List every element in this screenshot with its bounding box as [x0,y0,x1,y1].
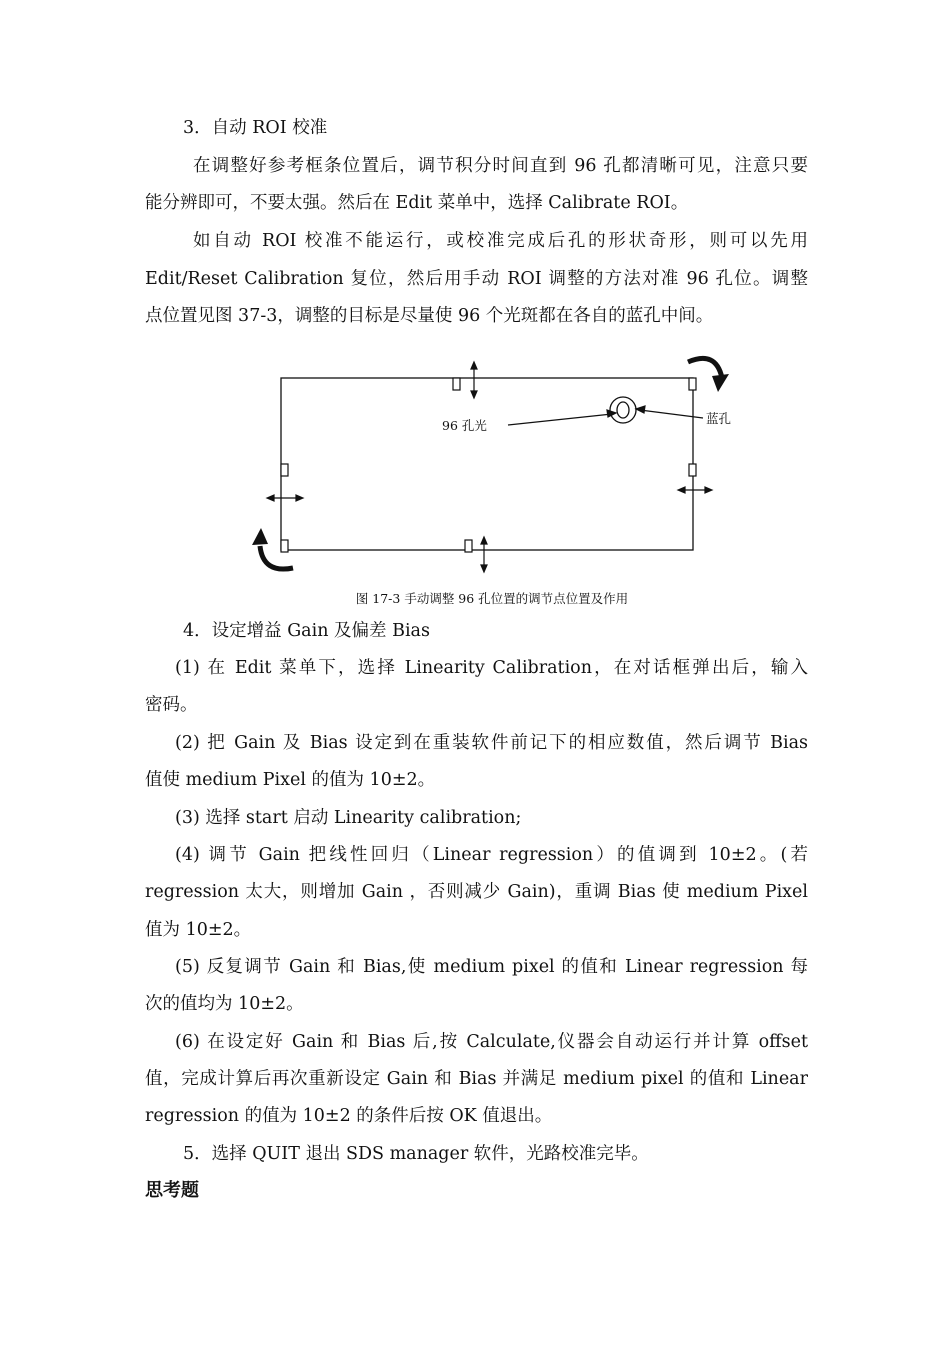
vertical-arrow-bottom-icon [481,537,487,572]
handle-left-middle [281,464,288,476]
label-96-hole-light: 96 孔光 [442,418,487,433]
label-blue-hole: 蓝孔 [706,411,732,426]
section3-para2-line2: Edit/Reset Calibration 复位，然后用手动 ROI 调整的方法对准 96 孔位。调整 [145,269,808,289]
handle-top-middle [453,378,460,390]
section4-step5-line1: (5) 反复调节 Gain 和 Bias,使 medium pixel 的值和 Linear regression 每 [175,957,808,977]
section4-step4-line2: regression 太大，则增加 Gain ，否则减少 Gain)，重调 Bias 使 medium Pixel [145,882,808,902]
handle-bottom-middle [465,540,472,552]
section4-step4-line1: (4) 调节 Gain 把线性回归（Linear regression）的值调到 10±2。(若 [175,845,808,865]
section4-step2-line2: 值使 medium Pixel 的值为 10±2。 [145,770,436,790]
light-spot-inner-ellipse [617,402,629,418]
section4-step5-line2: 次的值均为 10±2。 [145,994,304,1014]
section4-step6-line3: regression 的值为 10±2 的条件后按 OK 值退出。 [145,1106,553,1126]
handle-right-middle [689,464,696,476]
section4-step6-line2: 值，完成计算后再次重新设定 Gain 和 Bias 并满足 medium pixel 的值和 Linear [145,1069,808,1089]
section4-step2-line1: (2) 把 Gain 及 Bias 设定到在重装软件前记下的相应数值，然后调节 Bias [175,733,808,753]
section3-heading: 3．自动 ROI 校准 [183,118,328,138]
section4-heading: 4．设定增益 Gain 及偏差 Bias [183,621,430,641]
blue-hole-outer-circle [610,397,636,423]
vertical-arrow-top-icon [471,362,477,398]
reference-frame [281,378,693,550]
roi-adjustment-diagram [0,0,952,600]
handle-bottom-left [281,540,288,552]
section4-step1-line2: 密码。 [145,695,198,715]
section4-step3-line1: (3) 选择 start 启动 Linearity calibration; [175,808,522,828]
handle-top-right [689,378,696,390]
section4-step6-line1: (6) 在设定好 Gain 和 Bias 后,按 Calculate,仪器会自动运行并计算 offset [175,1032,808,1052]
section5-line: 5．选择 QUIT 退出 SDS manager 软件，光路校准完毕。 [183,1144,649,1164]
questions-heading: 思考题 [145,1180,199,1201]
section4-step1-line1: (1) 在 Edit 菜单下，选择 Linearity Calibration，在对话框弹出后，输入 [175,658,808,678]
section3-para2-line3: 点位置见图 37-3，调整的目标是尽量使 96 个光斑都在各自的蓝孔中间。 [145,306,714,326]
section3-para2-line1: 如自动 ROI 校准不能运行，或校准完成后孔的形状奇形，则可以先用 [193,231,808,251]
section3-para1-line2: 能分辨即可，不要太强。然后在 Edit 菜单中，选择 Calibrate ROI。 [145,193,689,213]
section4-step4-line3: 值为 10±2。 [145,920,252,940]
horizontal-arrow-left-icon [267,495,303,501]
figure-caption: 图 17-3 手动调整 96 孔位置的调节点位置及作用 [355,591,629,606]
section3-para1-line1: 在调整好参考框条位置后，调节积分时间直到 96 孔都清晰可见，注意只要 [193,156,808,176]
pointer-96-line [508,414,612,425]
horizontal-arrow-right-icon [678,487,712,493]
